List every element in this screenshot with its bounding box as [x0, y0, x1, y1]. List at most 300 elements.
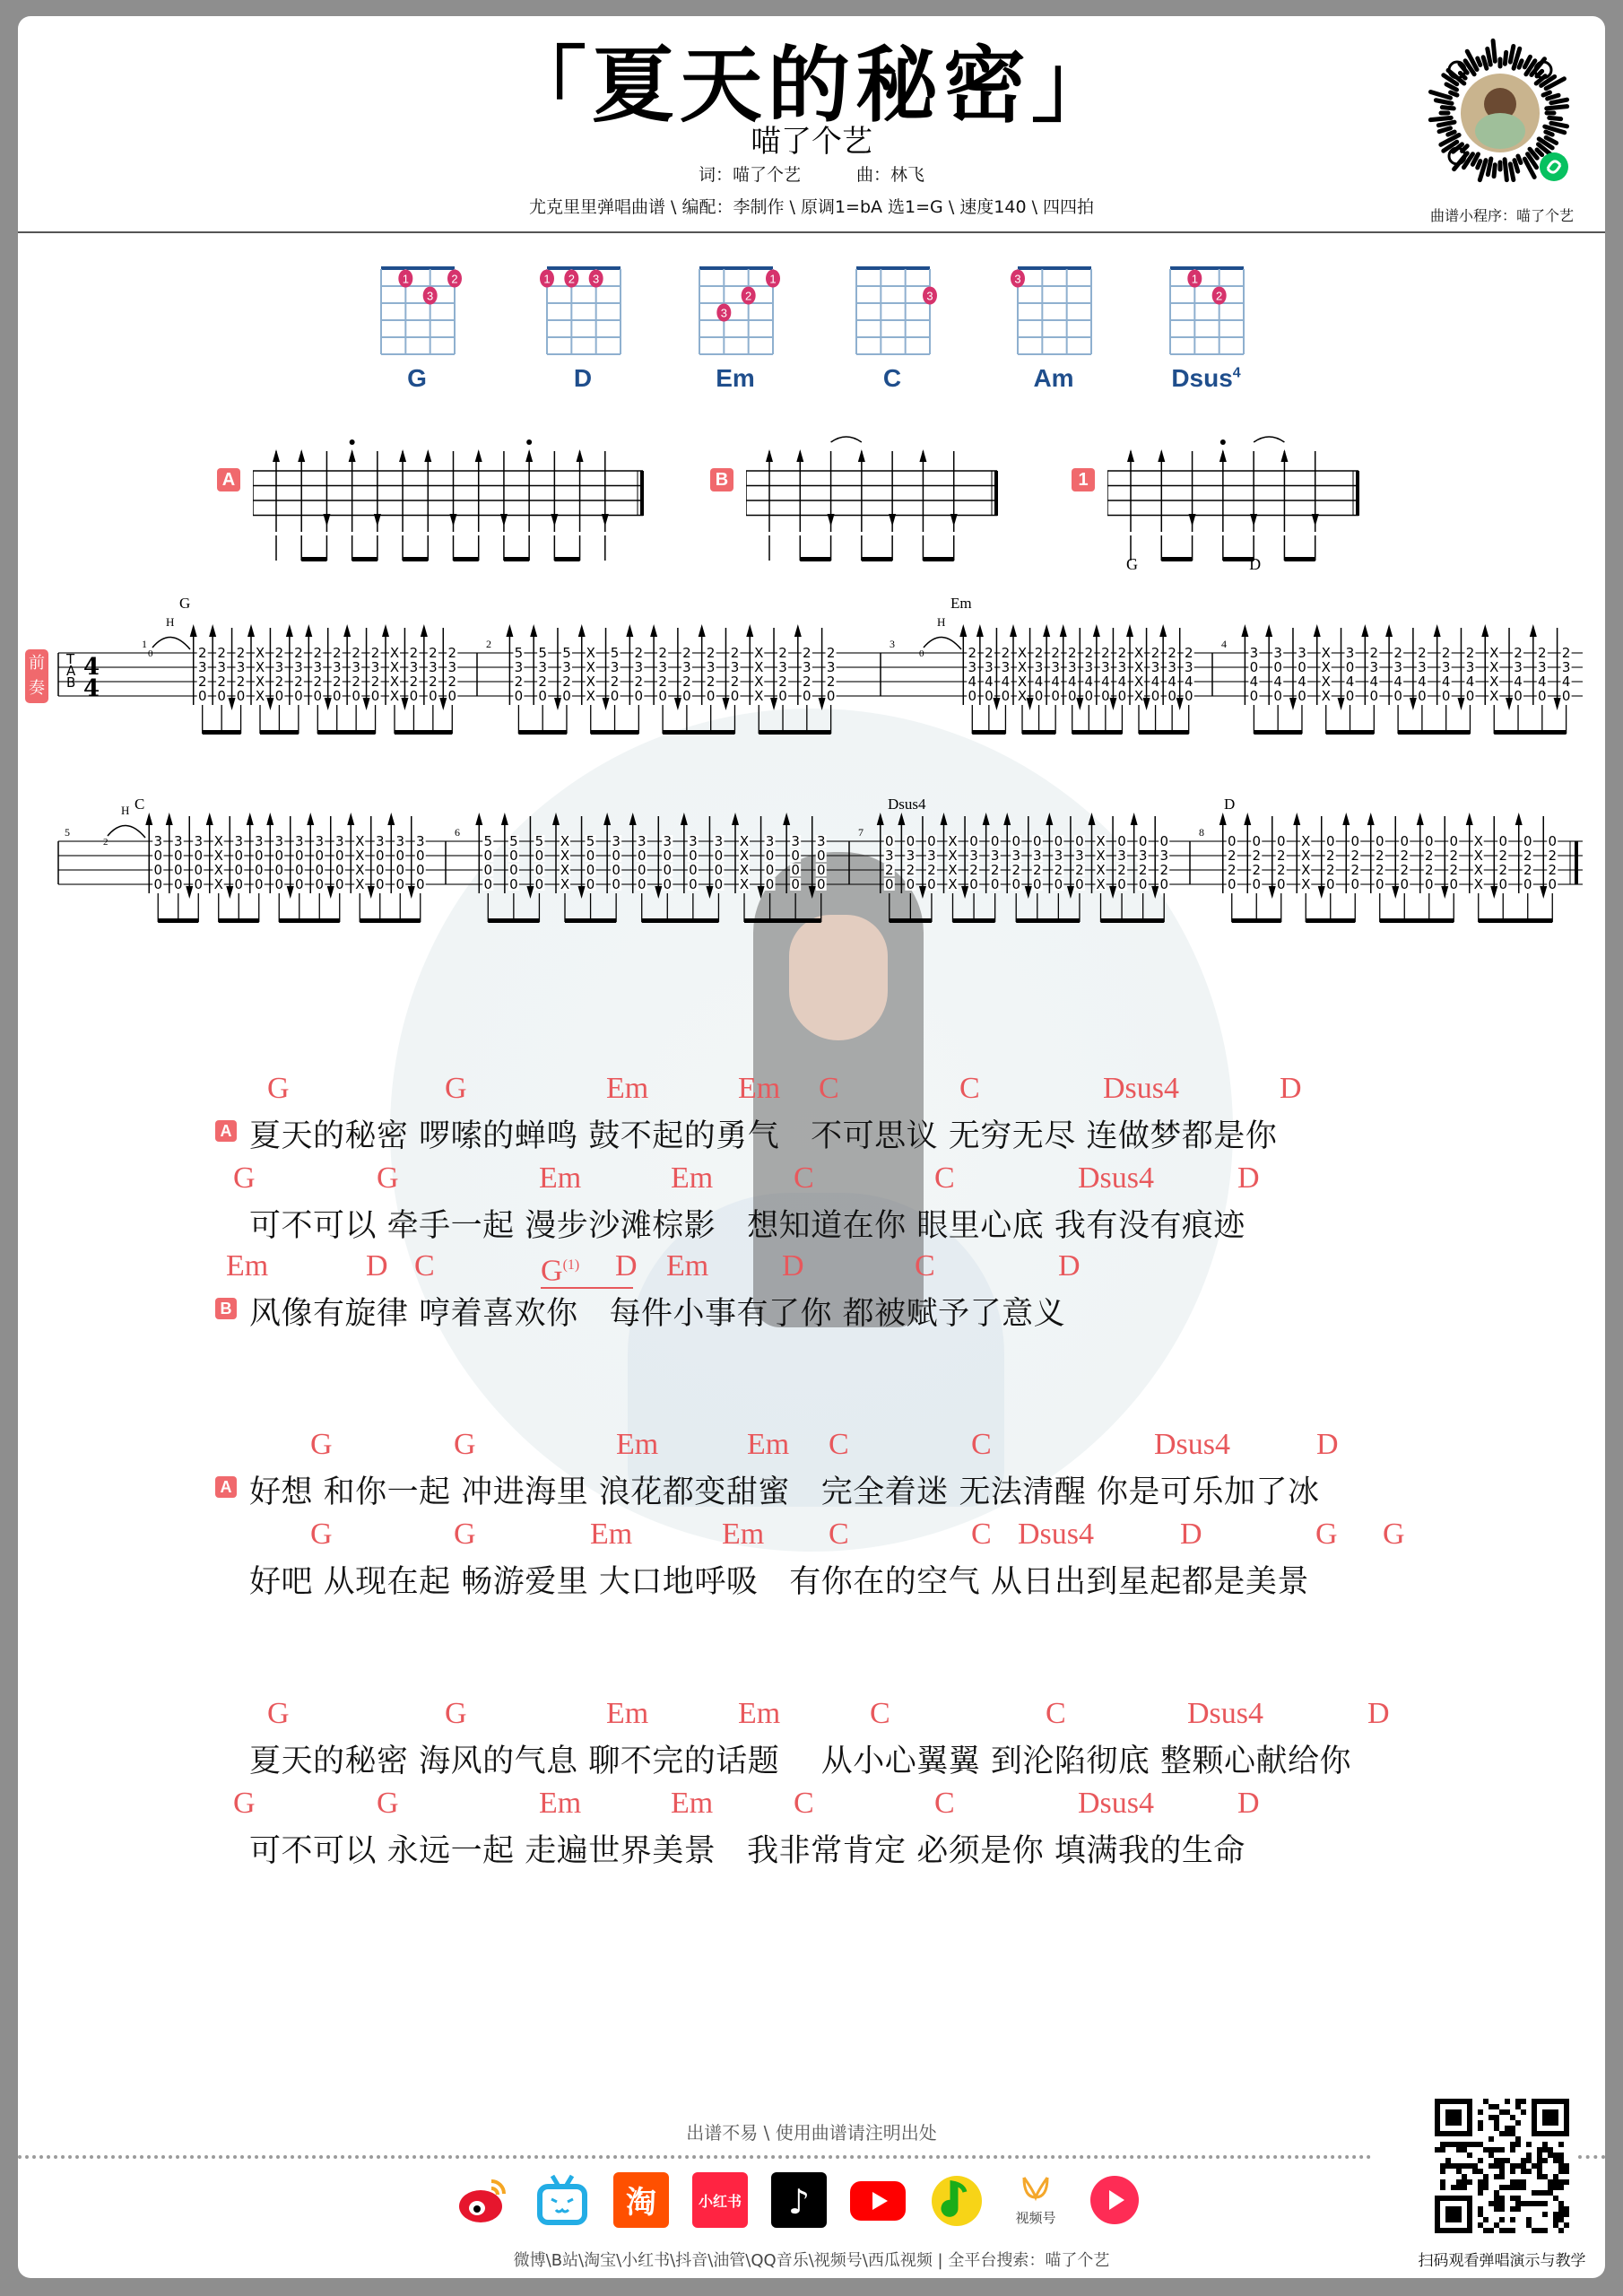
douyin-icon[interactable] [759, 2169, 838, 2231]
svg-text:2: 2 [332, 645, 342, 661]
svg-text:0: 0 [682, 688, 691, 704]
svg-text:3: 3 [315, 833, 325, 849]
svg-text:2: 2 [370, 674, 380, 690]
svg-text:3: 3 [706, 659, 716, 675]
svg-text:0: 0 [637, 876, 647, 892]
svg-text:2: 2 [634, 645, 644, 661]
bilibili-icon[interactable] [523, 2169, 602, 2231]
svg-text:2: 2 [197, 674, 207, 690]
svg-text:3: 3 [968, 659, 977, 675]
svg-text:3: 3 [538, 659, 547, 675]
chord-label: C [934, 1161, 955, 1195]
chord-label: Em [616, 1428, 659, 1461]
svg-text:2: 2 [1369, 645, 1379, 661]
svg-text:X: X [1133, 659, 1144, 675]
svg-text:4: 4 [1298, 674, 1306, 690]
svg-text:2: 2 [538, 674, 547, 690]
svg-text:4: 4 [1418, 674, 1427, 690]
svg-text:3: 3 [334, 833, 344, 849]
svg-text:0: 0 [778, 688, 787, 704]
arrangement-meta: 尤克里里弹唱曲谱 \ 编配：李制作 \ 原调1=bA 选1=G \ 速度140 \ 四四拍 [528, 197, 1095, 217]
lyric-text: 好想 和你一起 冲进海里 浪花都变甜蜜 完全着迷 无法清醒 你是可乐加了冰 [249, 1474, 1320, 1510]
svg-text:2: 2 [294, 674, 303, 690]
svg-text:2: 2 [1252, 862, 1262, 878]
svg-text:2: 2 [1051, 645, 1060, 661]
svg-text:X: X [1473, 862, 1483, 878]
svg-text:0: 0 [1418, 688, 1427, 704]
svg-text:0: 0 [663, 876, 673, 892]
chord-label: Em [747, 1428, 790, 1461]
svg-text:X: X [948, 876, 958, 892]
svg-text:3: 3 [778, 659, 787, 675]
svg-text:0: 0 [586, 848, 595, 864]
svg-text:0: 0 [612, 876, 621, 892]
svg-text:2: 2 [1101, 645, 1110, 661]
svg-text:2: 2 [1167, 645, 1176, 661]
svg-text:0: 0 [1523, 833, 1532, 849]
svg-text:4: 4 [1538, 674, 1547, 690]
svg-text:X: X [948, 862, 958, 878]
weibo-icon[interactable] [444, 2169, 523, 2231]
svg-text:2: 2 [1441, 645, 1451, 661]
svg-text:2: 2 [885, 862, 894, 878]
svg-text:2: 2 [1001, 645, 1011, 661]
svg-text:0: 0 [1538, 688, 1547, 704]
svg-text:3: 3 [375, 833, 385, 849]
qqmusic-icon[interactable] [917, 2169, 996, 2231]
svg-text:0: 0 [1011, 833, 1020, 849]
youtube-icon[interactable] [838, 2169, 917, 2231]
credits [0, 161, 1623, 186]
svg-text:0: 0 [927, 876, 936, 892]
svg-text:0: 0 [1075, 833, 1084, 849]
svg-text:X: X [1301, 876, 1311, 892]
svg-text:2: 2 [447, 645, 457, 661]
svg-text:2: 2 [1276, 862, 1286, 878]
svg-text:X: X [213, 848, 223, 864]
svg-text:2: 2 [294, 645, 303, 661]
chord-diagram-dsus [1157, 265, 1255, 393]
svg-text:D: D [1249, 555, 1262, 570]
lyric-line [0, 1249, 1623, 1339]
svg-text:0: 0 [509, 848, 518, 864]
svg-text:0: 0 [969, 833, 978, 849]
chord-label: G [233, 1161, 256, 1195]
svg-text:3: 3 [1075, 848, 1084, 864]
svg-text:2: 2 [1325, 848, 1335, 864]
rhythm-pattern-B-badge: B [710, 468, 733, 491]
svg-text:0: 0 [1159, 876, 1168, 892]
svg-text:2: 2 [1538, 645, 1547, 661]
svg-text:2: 2 [1117, 645, 1127, 661]
svg-text:2: 2 [236, 674, 246, 690]
svg-text:0: 0 [885, 833, 894, 849]
svg-text:X: X [1017, 674, 1028, 690]
svg-text:3: 3 [562, 659, 571, 675]
chord-label: C [971, 1428, 992, 1461]
svg-text:3: 3 [332, 659, 342, 675]
svg-text:X: X [389, 659, 400, 675]
svg-text:X: X [1096, 862, 1106, 878]
svg-text:0: 0 [274, 862, 284, 878]
svg-text:2: 2 [1424, 848, 1434, 864]
svg-text:X: X [948, 833, 958, 849]
svg-text:0: 0 [1548, 876, 1558, 892]
svg-text:2: 2 [562, 674, 571, 690]
svg-text:0: 0 [985, 688, 994, 704]
svg-text:X: X [1321, 674, 1331, 690]
svg-text:2: 2 [778, 674, 787, 690]
svg-text:0: 0 [969, 876, 978, 892]
chord-label: D [782, 1249, 804, 1283]
svg-text:3: 3 [803, 659, 812, 675]
lyric-line [0, 1787, 1623, 1876]
chord-label: Em [666, 1249, 709, 1283]
chord-label: C [414, 1249, 435, 1283]
svg-text:0: 0 [375, 862, 385, 878]
svg-text:2: 2 [103, 837, 108, 848]
svg-text:1: 1 [543, 272, 551, 286]
svg-text:3: 3 [1273, 645, 1282, 661]
chord-label: C [959, 1072, 980, 1105]
svg-text:2: 2 [486, 638, 491, 650]
svg-text:4: 4 [1561, 674, 1571, 690]
fretboard-grid [1004, 265, 1103, 355]
xiaohongshu-icon[interactable] [681, 2169, 759, 2231]
svg-text:0: 0 [375, 848, 385, 864]
svg-text:0: 0 [1449, 833, 1459, 849]
svg-text:X: X [255, 688, 265, 704]
svg-text:2: 2 [447, 674, 457, 690]
chord-label: Dsus4 [1103, 1072, 1180, 1105]
svg-text:2: 2 [1227, 848, 1237, 864]
chord-label: C [870, 1697, 890, 1730]
svg-text:0: 0 [1033, 833, 1042, 849]
svg-text:2: 2 [778, 645, 787, 661]
svg-text:2: 2 [1084, 645, 1094, 661]
svg-text:3: 3 [1101, 659, 1110, 675]
svg-text:2: 2 [1075, 862, 1084, 878]
svg-text:3: 3 [1184, 659, 1193, 675]
svg-text:0: 0 [1117, 833, 1126, 849]
chord-label: G [267, 1697, 290, 1730]
svg-text:0: 0 [1033, 876, 1042, 892]
svg-text:2: 2 [1465, 645, 1475, 661]
svg-text:2: 2 [1011, 862, 1020, 878]
svg-text:3: 3 [514, 659, 524, 675]
svg-text:1: 1 [142, 638, 147, 650]
svg-text:3: 3 [730, 659, 740, 675]
svg-text:0: 0 [663, 862, 673, 878]
svg-text:3: 3 [720, 306, 727, 320]
svg-text:2: 2 [1138, 862, 1148, 878]
svg-text:0: 0 [1054, 876, 1063, 892]
chord-label: G [1315, 1518, 1338, 1551]
svg-text:4: 4 [1273, 674, 1282, 690]
svg-text:4: 4 [1393, 674, 1402, 690]
svg-text:X: X [586, 688, 595, 704]
svg-text:0: 0 [254, 862, 264, 878]
fretboard-grid [534, 265, 632, 355]
svg-text:3: 3 [714, 833, 724, 849]
svg-text:3: 3 [274, 833, 284, 849]
svg-text:4: 4 [1101, 674, 1110, 690]
svg-text:0: 0 [765, 862, 775, 878]
svg-text:3: 3 [1465, 659, 1475, 675]
svg-text:0: 0 [315, 876, 325, 892]
svg-text:0: 0 [1067, 688, 1077, 704]
svg-text:2: 2 [658, 674, 667, 690]
svg-text:0: 0 [197, 688, 207, 704]
svg-text:2: 2 [313, 645, 323, 661]
svg-text:0: 0 [1375, 833, 1384, 849]
svg-text:3: 3 [429, 659, 438, 675]
chord-label: D [1280, 1072, 1302, 1105]
fretboard-grid [368, 265, 466, 355]
svg-text:3: 3 [612, 833, 621, 849]
svg-text:4: 4 [1249, 674, 1259, 690]
xigua-icon[interactable] [1075, 2169, 1154, 2231]
svg-text:0: 0 [1252, 833, 1262, 849]
svg-text:0: 0 [194, 876, 204, 892]
svg-text:0: 0 [663, 848, 673, 864]
svg-text:Em: Em [950, 595, 972, 612]
svg-text:2: 2 [1252, 848, 1262, 864]
svg-text:2: 2 [969, 862, 978, 878]
svg-text:2: 2 [1498, 848, 1508, 864]
chord-label: G [454, 1518, 476, 1551]
chord-label: D [1058, 1249, 1081, 1283]
svg-text:3: 3 [890, 638, 895, 650]
svg-text:0: 0 [395, 876, 405, 892]
svg-text:0: 0 [1375, 876, 1384, 892]
chord-label: C [794, 1787, 814, 1820]
svg-text:0: 0 [791, 862, 800, 878]
svg-text:2: 2 [1523, 848, 1532, 864]
lyric-line [0, 1697, 1623, 1787]
rhythm-pattern-B [746, 435, 1046, 573]
chord-diagram-am [1004, 265, 1103, 393]
svg-text:3: 3 [294, 659, 303, 675]
svg-text:0: 0 [816, 862, 826, 878]
svg-text:0: 0 [1449, 876, 1459, 892]
svg-text:X: X [389, 674, 400, 690]
svg-text:2: 2 [1418, 645, 1427, 661]
platform-list: 微博\B站\淘宝\小红书\抖音\油管\QQ音乐\视频号\西瓜视频 | 全平台搜索：喵了个艺 [513, 2251, 1110, 2270]
svg-text:0: 0 [534, 848, 544, 864]
svg-text:3: 3 [274, 659, 284, 675]
svg-text:3: 3 [1393, 659, 1402, 675]
svg-text:0: 0 [1298, 659, 1306, 675]
svg-text:3: 3 [395, 833, 405, 849]
svg-text:X: X [1017, 688, 1028, 704]
svg-text:3: 3 [234, 833, 244, 849]
svg-text:2: 2 [1375, 848, 1384, 864]
svg-text:A: A [66, 663, 76, 679]
lyric-line [0, 1072, 1623, 1161]
svg-text:2: 2 [217, 674, 226, 690]
chord-label: C [915, 1249, 935, 1283]
chord-label: D [366, 1249, 388, 1283]
svg-text:X: X [1301, 862, 1311, 878]
svg-text:0: 0 [658, 688, 667, 704]
svg-text:0: 0 [803, 688, 812, 704]
svg-text:X: X [948, 848, 958, 864]
svg-text:4: 4 [1221, 638, 1227, 650]
svg-text:3: 3 [370, 659, 380, 675]
chord-label: C [819, 1072, 839, 1105]
svg-text:2: 2 [706, 645, 716, 661]
svg-text:3: 3 [217, 659, 226, 675]
svg-text:3: 3 [427, 289, 434, 303]
svg-text:3: 3 [1159, 848, 1168, 864]
chord-label: Dsus4 [1078, 1787, 1155, 1820]
svg-text:G: G [179, 595, 191, 612]
svg-text:4: 4 [83, 654, 100, 681]
svg-text:♪: ♪ [787, 2182, 811, 2222]
svg-text:2: 2 [1067, 645, 1077, 661]
svg-text:0: 0 [1051, 688, 1060, 704]
svg-text:X: X [1473, 833, 1483, 849]
svg-text:0: 0 [1369, 688, 1379, 704]
svg-text:X: X [1096, 876, 1106, 892]
taobao-icon[interactable] [602, 2169, 681, 2231]
svg-text:2: 2 [1514, 645, 1523, 661]
channels-icon[interactable] [996, 2169, 1075, 2231]
svg-text:0: 0 [562, 688, 571, 704]
video-qr-code-icon[interactable] [1435, 2099, 1569, 2233]
svg-text:2: 2 [236, 645, 246, 661]
svg-text:0: 0 [1227, 876, 1237, 892]
svg-text:2: 2 [1561, 645, 1571, 661]
chord-name: D [573, 364, 593, 392]
chord-label: G [267, 1072, 290, 1105]
svg-text:0: 0 [714, 862, 724, 878]
svg-text:0: 0 [1350, 876, 1360, 892]
lyric-text: 可不可以 永远一起 走遍世界美景 我非常肯定 必须是你 填满我的生命 [249, 1833, 1245, 1869]
svg-text:3: 3 [1167, 659, 1176, 675]
svg-text:0: 0 [254, 876, 264, 892]
svg-text:3: 3 [927, 848, 936, 864]
svg-text:3: 3 [682, 659, 691, 675]
svg-text:3: 3 [1514, 659, 1523, 675]
svg-text:0: 0 [294, 862, 304, 878]
svg-text:0: 0 [395, 848, 405, 864]
svg-text:3: 3 [294, 833, 304, 849]
svg-text:2: 2 [1400, 862, 1410, 878]
svg-text:0: 0 [1001, 688, 1011, 704]
svg-text:0: 0 [637, 862, 647, 878]
svg-text:2: 2 [985, 645, 994, 661]
svg-text:2: 2 [803, 674, 812, 690]
svg-text:0: 0 [153, 876, 163, 892]
svg-text:0: 0 [791, 876, 800, 892]
fretboard-grid [1157, 265, 1255, 355]
svg-text:3: 3 [634, 659, 644, 675]
svg-text:2: 2 [927, 862, 936, 878]
svg-text:2: 2 [1227, 862, 1237, 878]
svg-text:3: 3 [254, 833, 264, 849]
svg-text:0: 0 [294, 848, 304, 864]
svg-text:3: 3 [1369, 659, 1379, 675]
chord-label: Dsus4 [1078, 1161, 1155, 1195]
lyric-text: 可不可以 牵手一起 漫步沙滩棕影 想知道在你 眼里心底 我有没有痕迹 [249, 1208, 1245, 1244]
svg-text:3: 3 [1249, 645, 1259, 661]
svg-text:2: 2 [1523, 862, 1532, 878]
svg-text:3: 3 [826, 659, 836, 675]
svg-text:H: H [121, 804, 130, 817]
chord-label: G [233, 1787, 256, 1820]
svg-text:0: 0 [334, 876, 344, 892]
svg-text:X: X [1321, 659, 1331, 675]
svg-text:4: 4 [1051, 674, 1060, 690]
footer-divider [18, 2155, 1372, 2159]
svg-text:6: 6 [455, 826, 460, 839]
svg-text:4: 4 [985, 674, 994, 690]
chord-label: $G^{(1)}$ [541, 1249, 633, 1289]
svg-text:0: 0 [509, 862, 518, 878]
svg-text:0: 0 [610, 688, 620, 704]
svg-text:2: 2 [352, 674, 360, 690]
svg-text:0: 0 [634, 688, 644, 704]
svg-text:0: 0 [534, 862, 544, 878]
svg-text:0: 0 [234, 862, 244, 878]
svg-text:0: 0 [514, 688, 524, 704]
svg-text:3: 3 [610, 659, 620, 675]
svg-text:0: 0 [1400, 876, 1410, 892]
chord-label: C [829, 1518, 849, 1551]
chord-label: Em [539, 1161, 582, 1195]
svg-text:3: 3 [1561, 659, 1571, 675]
platform-icons [444, 2169, 1154, 2231]
svg-text:4: 4 [1067, 674, 1077, 690]
svg-text:3: 3 [765, 833, 775, 849]
svg-text:2: 2 [682, 674, 691, 690]
svg-text:3: 3 [689, 833, 698, 849]
svg-text:X: X [355, 876, 365, 892]
chord-name: Dsus$^4$ [1171, 364, 1241, 392]
svg-text:5: 5 [538, 645, 547, 661]
svg-text:0: 0 [1101, 688, 1110, 704]
svg-text:2: 2 [1449, 848, 1459, 864]
svg-text:3: 3 [1150, 659, 1160, 675]
svg-text:X: X [389, 688, 400, 704]
svg-text:0: 0 [1273, 688, 1282, 704]
chord-label: G [310, 1428, 333, 1461]
svg-text:X: X [1301, 848, 1311, 864]
svg-text:3: 3 [415, 833, 425, 849]
svg-text:0: 0 [173, 876, 183, 892]
chord-label: G [445, 1697, 467, 1730]
svg-text:0: 0 [194, 848, 204, 864]
svg-text:3: 3 [926, 289, 933, 303]
chord-label: D [1367, 1697, 1390, 1730]
svg-text:0: 0 [990, 833, 1000, 849]
chord-label: D [615, 1249, 638, 1283]
lyric-text: 好吧 从现在起 畅游爱里 大口地呼吸 有你在的空气 从日出到星起都是美景 [249, 1564, 1309, 1600]
chord-label: D [1316, 1428, 1339, 1461]
svg-text:3: 3 [1117, 659, 1127, 675]
svg-text:0: 0 [173, 862, 183, 878]
svg-text:X: X [1489, 688, 1499, 704]
svg-text:T: T [66, 651, 75, 667]
svg-text:0: 0 [1276, 833, 1286, 849]
svg-text:4: 4 [968, 674, 977, 690]
svg-text:5: 5 [586, 833, 595, 849]
mini-program-code-icon[interactable] [1419, 32, 1581, 194]
svg-text:3: 3 [1067, 659, 1077, 675]
svg-text:8: 8 [1199, 826, 1204, 839]
